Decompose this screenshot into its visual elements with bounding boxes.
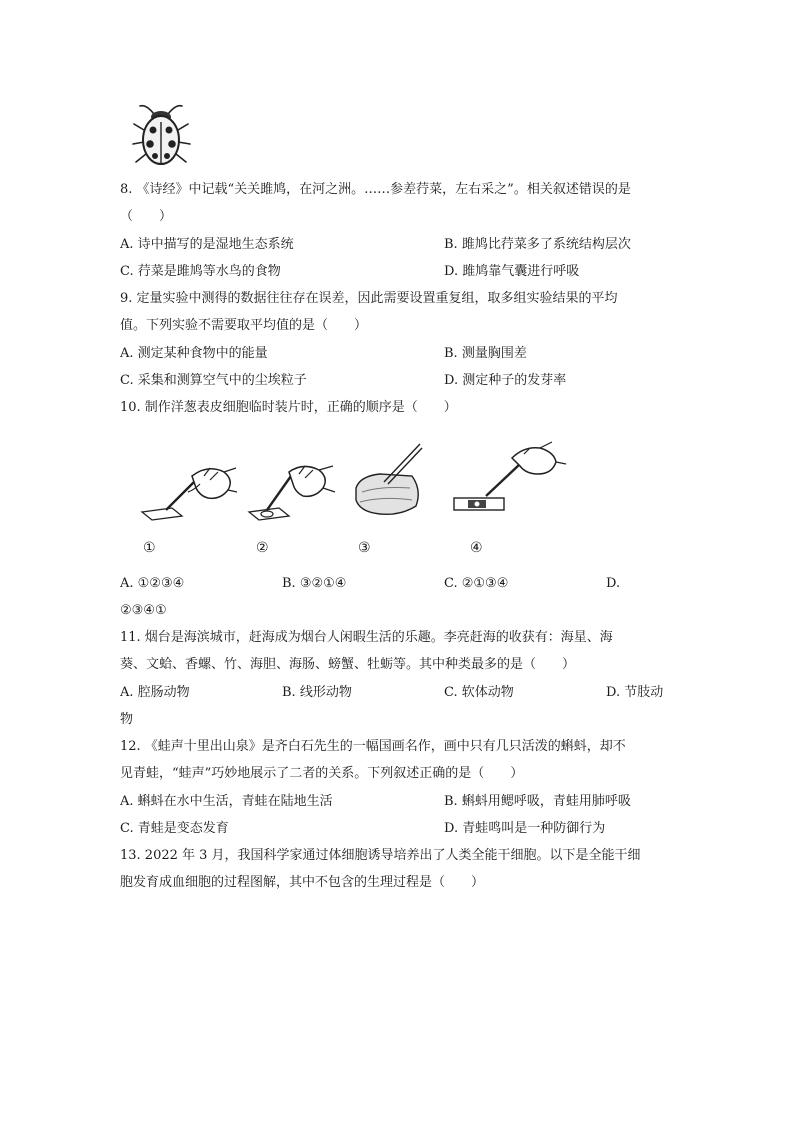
ladybug-illustration	[132, 100, 192, 170]
q13-stem-line-2: 胞发育成血细胞的过程图解，其中不包含的生理过程是（ ）	[120, 875, 485, 890]
figure-label-2: ②	[256, 540, 269, 556]
q10-option-a: A. ①②③④	[120, 576, 185, 591]
q9-option-c: C. 采集和测算空气中的尘埃粒子	[120, 373, 307, 388]
step-2-dropper-illustration	[245, 458, 345, 524]
q10-stem: 10. 制作洋葱表皮细胞临时装片时，正确的顺序是（ ）	[120, 400, 457, 415]
q11-option-d: D. 节肢动	[606, 685, 664, 700]
q11-stem-line-2: 葵、文蛤、香螺、竹、海胆、海肠、螃蟹、牡蛎等。其中种类最多的是（ ）	[120, 657, 576, 672]
q12-option-d: D. 青蛙鸣叫是一种防御行为	[444, 821, 606, 836]
q13-stem-line-1: 13. 2022 年 3 月，我国科学家通过体细胞诱导培养出了人类全能干细胞。以下是全能干细	[120, 848, 641, 863]
q12-option-b: B. 蝌蚪用鳃呼吸，青蛙用肺呼吸	[444, 794, 631, 809]
q8-stem-line-1: 8. 《诗经》中记载“关关雎鸠，在河之洲。……参差荇菜，左右采之”。相关叙述错误的是	[120, 182, 631, 197]
figure-label-3: ③	[358, 540, 371, 556]
q11-option-d-continued: 物	[120, 712, 134, 727]
q11-stem-line-1: 11. 烟台是海滨城市，赶海成为烟台人闲暇生活的乐趣。李亮赶海的收获有：海星、海	[120, 630, 613, 645]
q10-option-b: B. ③②①④	[282, 576, 347, 591]
q12-stem-line-1: 12. 《蛙声十里出山泉》是齐白石先生的一幅国画名作，画中只有几只活泼的蝌蚪，却不	[120, 739, 626, 754]
figure-label-4: ④	[470, 540, 483, 556]
q11-option-b: B. 线形动物	[282, 685, 352, 700]
q9-stem-line-2: 值。下列实验不需要取平均值的是（ ）	[120, 318, 368, 333]
step-4-slide-illustration	[448, 440, 568, 516]
q8-option-a: A. 诗中描写的是湿地生态系统	[120, 237, 294, 252]
q12-stem-line-2: 见青蛙，“蛙声”巧妙地展示了二者的关系。下列叙述正确的是（ ）	[120, 766, 524, 781]
q12-option-c: C. 青蛙是变态发育	[120, 821, 229, 836]
q11-option-c: C. 软体动物	[444, 685, 514, 700]
q8-option-c: C. 荇菜是雎鸠等水鸟的食物	[120, 264, 281, 279]
q8-option-b: B. 雎鸠比荇菜多了系统结构层次	[444, 237, 631, 252]
step-3-onion-peel-illustration	[350, 440, 430, 524]
q9-option-a: A. 测定某种食物中的能量	[120, 346, 268, 361]
q10-option-d-continued: ②③④①	[120, 603, 167, 618]
q10-option-d: D.	[606, 576, 621, 591]
q8-option-d: D. 雎鸠靠气囊进行呼吸	[444, 264, 580, 279]
q9-option-b: B. 测量胸围差	[444, 346, 527, 361]
q11-option-a: A. 腔肠动物	[120, 685, 190, 700]
q9-option-d: D. 测定种子的发芽率	[444, 373, 567, 388]
q10-option-c: C. ②①③④	[444, 576, 509, 591]
figure-label-1: ①	[143, 540, 156, 556]
q12-option-a: A. 蝌蚪在水中生活，青蛙在陆地生活	[120, 794, 333, 809]
q9-stem-line-1: 9. 定量实验中测得的数据往往存在误差，因此需要设置重复组，取多组实验结果的平均	[120, 291, 618, 306]
step-1-dropper-illustration	[138, 458, 238, 524]
q8-stem-line-2: （ ）	[120, 209, 173, 224]
